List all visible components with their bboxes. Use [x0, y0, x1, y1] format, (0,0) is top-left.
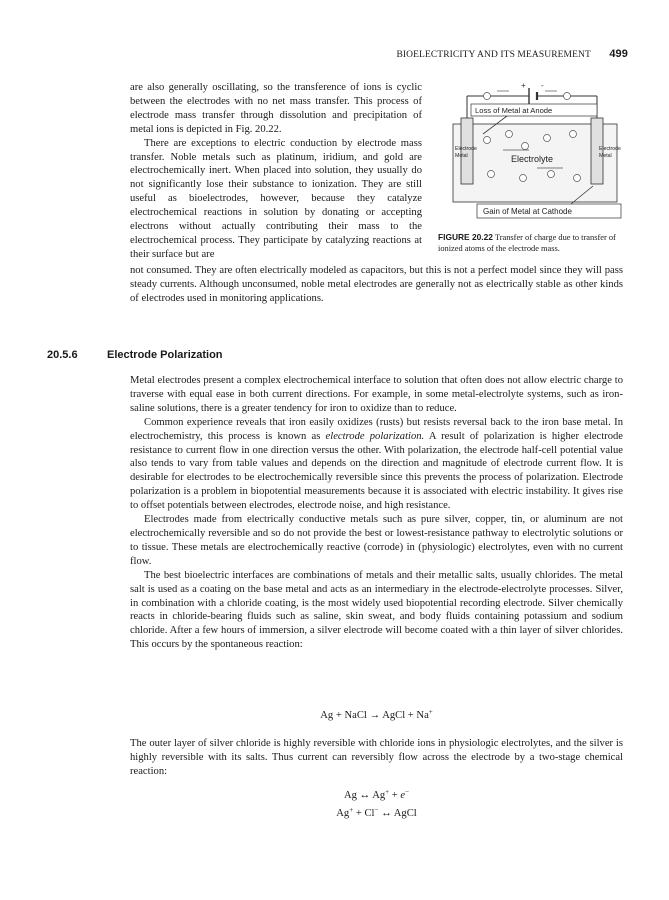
eq3-chloride-charge: − [374, 806, 379, 814]
ion-4 [544, 135, 551, 142]
paragraph-metal-interface: Metal electrodes present a complex electrochemical interface to solution that often does not allow electric charge to traverse with equal ease in both current directions. For example, in some metal-electrolyte systems, such as iron-saline solutions, there is a greater tendency for iron to oxidize than to reduce. [130, 375, 623, 414]
ion-6 [488, 171, 495, 178]
section-number: 20.5.6 [47, 349, 78, 361]
paragraph-continuation: not consumed. They are often electrically modeled as capacitors, but this is not a perfect model since they will pass steady currents. Although unconsumed, noble metal electrodes are generally not as electrically stable as other kinds of electrodes used in monitoring applications. [130, 265, 623, 304]
equation-silver-chloride-formation [130, 710, 623, 721]
running-section-title: BIOELECTRICITY AND ITS MEASUREMENT [396, 50, 591, 60]
figure-electrode-diagram [447, 78, 627, 228]
eq2-lhs: Ag [343, 790, 357, 801]
eq1-rhs: AgCl + Na [382, 710, 429, 721]
paragraph-conductive-metals: Electrodes made from electrically conductive metals such as pure silver, copper, tin, or aluminum are not electrochemically reversible and so do not provide the best or lowest-resistance pathway to electrolytic solutions or to tissue. These metals are electrochemically reactive (corrode) in (physiologic) electrolytes, even with no current flow. [130, 514, 623, 567]
paragraph-silver-chloride: The best bioelectric interfaces are combinations of metals and their metallic salts, usually chlorides. The metal salt is used as a coating on the base metal and acts as an intermediary in the electrode-electrolyte processes. Silver, in combination with a chloride coating, is the most widely used biopotential recording electrode. Silver chemically reacts in chloride-bearing fluids such as saline, skin sweat, and body fluids containing potassium and sodium chloride. After a few hours of immersion, a silver electrode will become coated with a thin layer of silver chlorides. This occurs by the spontaneous reaction: [130, 569, 623, 651]
equation-silver-oxidation [130, 790, 623, 801]
battery-plus: + [521, 81, 526, 90]
page-number: 499 [609, 48, 628, 60]
ion-3 [522, 143, 529, 150]
ion-5 [570, 131, 577, 138]
section-body [130, 374, 623, 652]
eq3-lhs: Ag [336, 808, 350, 819]
paragraph-polarization [130, 416, 623, 513]
eq1-rhs-charge: + [428, 708, 433, 716]
left-column-text [130, 81, 422, 262]
polarization-text-1: Common experience reveals that iron easily oxidizes (rusts) but resists reversal back to the iron base metal. In electrochemistry, this process is known as [130, 416, 623, 442]
polarization-term: electrode polarization. [325, 430, 425, 442]
figure-caption [438, 232, 624, 254]
ion-1 [484, 137, 491, 144]
paragraph-transference: are also generally oscillating, so the transference of ions is cyclic between the electrodes with no net mass transfer. This process of electrode mass transfer through dissolution and precipitation of metal ions is depicted in Fig. 20.22. [130, 82, 422, 135]
section-heading [47, 349, 223, 361]
figure-caption-text: Transfer of charge due to transfer of ionized atoms of the electrode mass. [438, 233, 616, 253]
battery-minus: - [541, 81, 544, 90]
polarization-text-2: A result of polarization is higher electrode resistance to current flow in one direction versus the other. With polarization, the electrode half-cell potential value also tends to vary from table values and depends on the direction and magnitude of electrode current flow. It is desirable for electrodes to be electrochemically reversible since this prevents the process of polarization. Electrode polarization is a problem in biopotential measurements because it is associated with electric instability. It gives rise to offset potentials between electrodes, electrode noise, and high resistance. [130, 430, 623, 512]
eq2-rhs-charge: + [385, 788, 390, 796]
eq3-rhs: AgCl [393, 808, 417, 819]
figure-label: FIGURE 20.22 [438, 232, 493, 242]
section-title: Electrode Polarization [107, 349, 223, 361]
ion-2 [506, 131, 513, 138]
paragraph-reversibility: The outer layer of silver chloride is highly reversible with chloride ions in physiologic electrolytes, and the silver is highly reversible with its salts. Thus current can reversibly flow across the electrode by a two-stage chemical reaction: [130, 738, 623, 777]
left-electrode-label-1: Electrode [455, 146, 477, 152]
equation-silver-chloride-binding [130, 808, 623, 819]
eq2-rhs: Ag [372, 790, 386, 801]
cathode-label: Gain of Metal at Cathode [483, 207, 572, 216]
electrolyte-label: Electrolyte [511, 154, 554, 164]
eq3-chloride: + Cl [353, 808, 375, 819]
paragraph-noble-metals: There are exceptions to electric conduction by electrode mass transfer. Noble metals such as platinum, iridium, and gold are electrochemically inert. When placed into solution, they usually do not significantly lose their substance to ionization. They are still useful as bioelectrodes, however, because they catalyze electrochemical reactions in solution by donating or accepting electrons without actually contributing their mass to the electrochemical process. They participate by catalyzing reactions at their surface but are [130, 137, 422, 260]
ion-8 [548, 171, 555, 178]
right-electrode-label-1: Electrode [599, 146, 621, 152]
eq3-lhs-charge: + [349, 806, 354, 814]
running-header [0, 48, 628, 60]
left-electrode-label-2: Metal [455, 153, 468, 159]
eq1-lhs: Ag + NaCl [320, 710, 367, 721]
ion-7 [520, 175, 527, 182]
eq2-plus: + [391, 790, 401, 801]
eq2-electron-charge: − [405, 788, 410, 796]
electron-marker-top-left [484, 93, 491, 100]
ion-9 [574, 175, 581, 182]
eq2-electron: e [400, 790, 406, 801]
right-electrode-label-2: Metal [599, 153, 612, 159]
eq1-arrow: → [369, 710, 381, 721]
eq3-arrow: ↔ [381, 808, 392, 819]
eq2-arrow: ↔ [359, 790, 371, 801]
anode-label: Loss of Metal at Anode [475, 106, 553, 115]
electron-marker-top-right [564, 93, 571, 100]
